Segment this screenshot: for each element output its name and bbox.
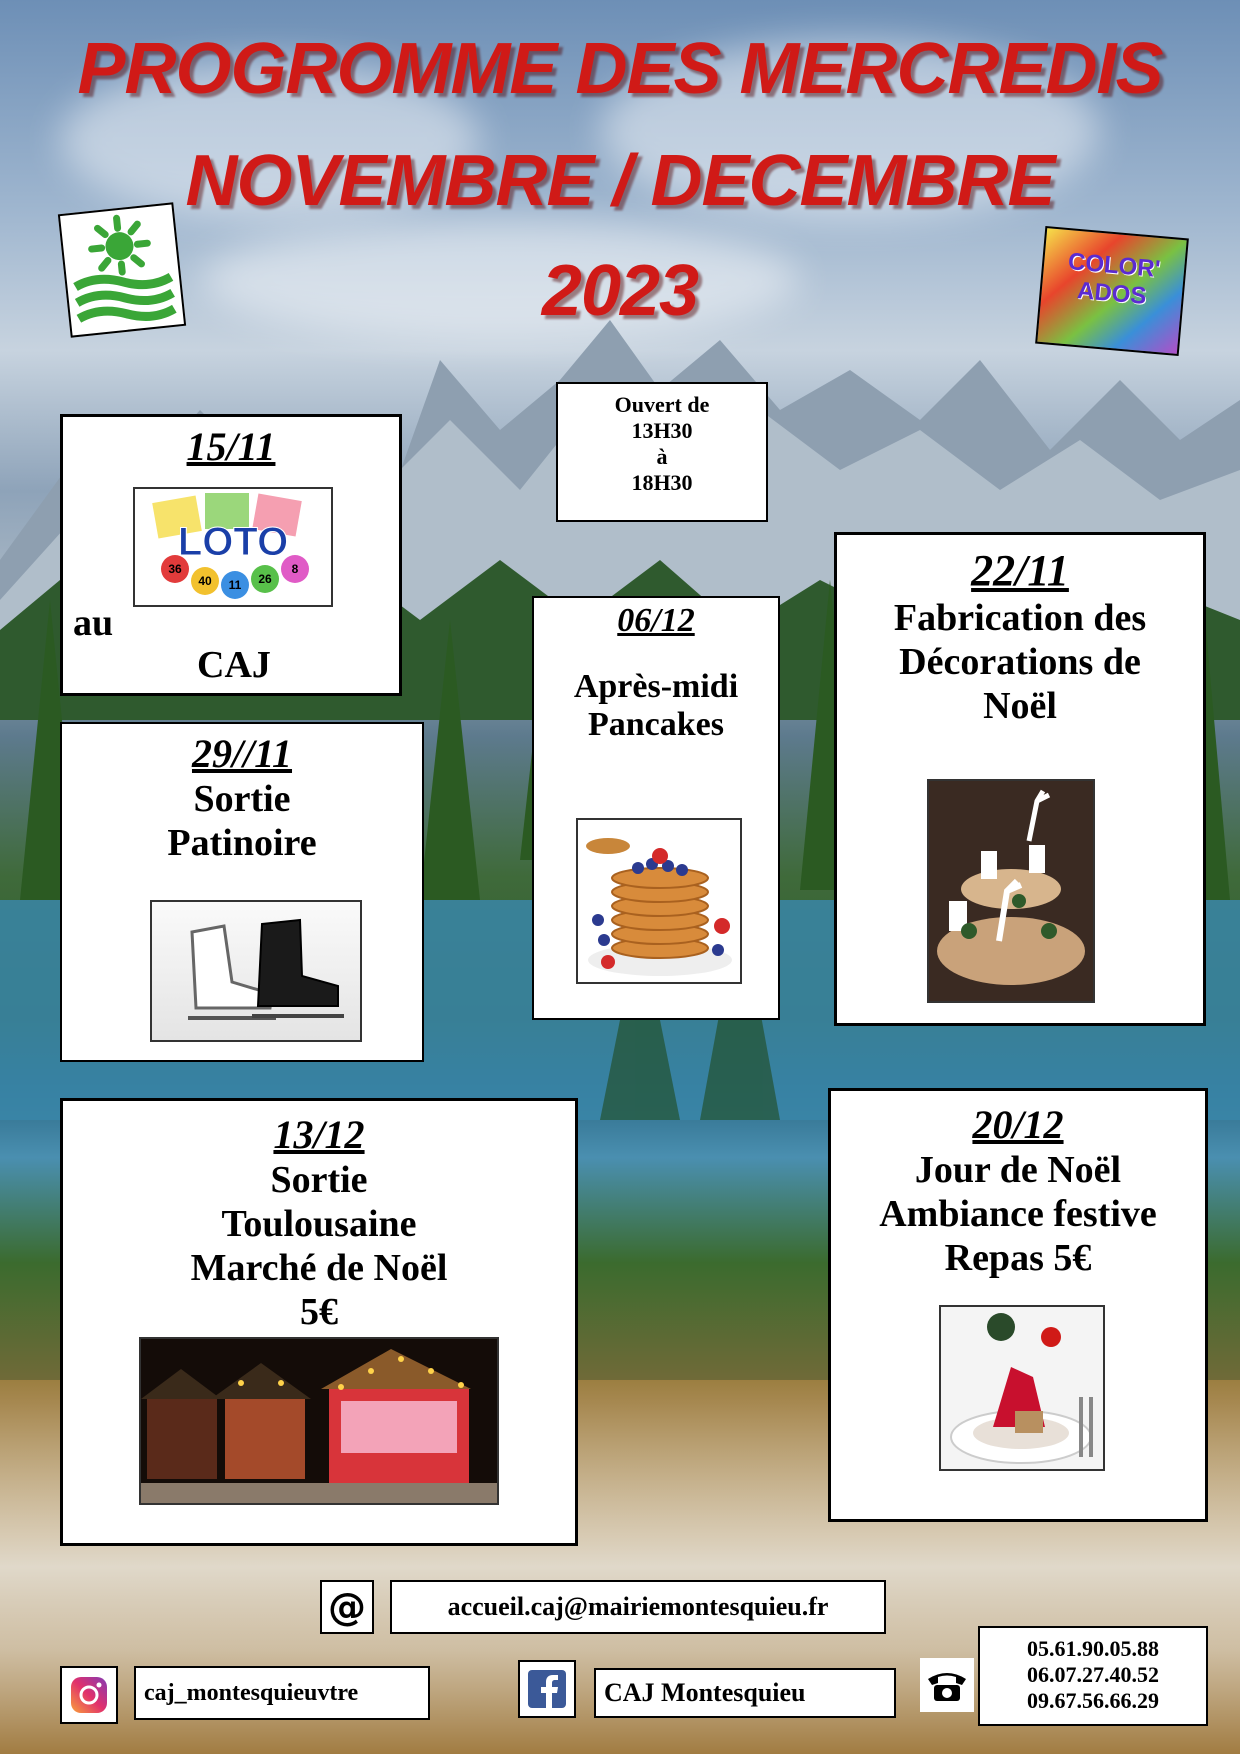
event-line-2: Toulousaine	[221, 1203, 417, 1245]
event-date: 06/12	[617, 602, 695, 639]
hours-line-2: 13H30	[631, 418, 693, 443]
instagram-handle[interactable]: caj_montesquieuvtre	[134, 1666, 430, 1720]
phone-number[interactable]: 09.67.56.66.29	[1027, 1688, 1159, 1713]
at-sign-icon: @	[328, 1585, 366, 1629]
event-loto	[60, 414, 402, 696]
event-line-1: Sortie	[193, 778, 291, 820]
loto-label-au: au	[73, 602, 114, 644]
christmas-market-image	[139, 1337, 499, 1505]
loto-ball: 26	[258, 572, 272, 586]
event-line-1: Fabrication des	[893, 597, 1147, 639]
loto-ball: 40	[198, 574, 212, 588]
event-line-1: Sortie	[270, 1159, 368, 1201]
event-patinoire	[60, 722, 424, 1062]
loto-ball: 11	[228, 578, 242, 592]
event-date: 13/12	[273, 1112, 365, 1157]
event-noel	[828, 1088, 1208, 1522]
event-line-3: Marché de Noël	[190, 1247, 448, 1289]
event-line-2: Patinoire	[167, 822, 317, 864]
event-date: 20/12	[972, 1102, 1064, 1147]
event-date: 22/11	[971, 546, 1069, 595]
phone-numbers	[978, 1626, 1208, 1726]
facebook-icon	[528, 1670, 566, 1708]
hours-line-4: 18H30	[631, 470, 693, 495]
loto-word: LOTO	[177, 520, 289, 564]
facebook-page[interactable]: CAJ Montesquieu	[594, 1668, 896, 1718]
event-decorations	[834, 532, 1206, 1026]
title-line-2: NOVEMBRE / DECEMBRE	[185, 141, 1055, 221]
event-line-1: Après-midi	[573, 668, 739, 705]
color-ados-logo	[1035, 226, 1189, 356]
event-line-2: Ambiance festive	[879, 1193, 1157, 1235]
skates-image	[150, 900, 362, 1042]
loto-label-place: CAJ	[197, 644, 271, 686]
hours-line-1: Ouvert de	[614, 392, 710, 417]
hours-line-3: à	[656, 444, 668, 469]
phone-number[interactable]: 05.61.90.05.88	[1027, 1636, 1159, 1661]
title-line-1: PROGROMME DES MERCREDIS	[77, 29, 1163, 109]
event-date: 15/11	[186, 424, 276, 469]
instagram-icon-box[interactable]	[60, 1666, 118, 1724]
instagram-icon	[69, 1675, 109, 1715]
loto-ball: 8	[291, 562, 299, 576]
opening-hours	[556, 382, 768, 522]
event-pancakes	[532, 596, 780, 1020]
title-year: 2023	[541, 251, 699, 331]
event-marche	[60, 1098, 578, 1546]
loto-image	[133, 487, 333, 607]
event-line-3: Repas 5€	[944, 1237, 1092, 1279]
email-icon-box[interactable]	[320, 1580, 374, 1634]
event-line-1: Jour de Noël	[914, 1149, 1122, 1191]
event-date: 29//11	[191, 731, 293, 776]
event-line-4: 5€	[300, 1291, 338, 1333]
municipality-logo	[58, 202, 186, 337]
festive-table-image	[939, 1305, 1105, 1471]
decorations-image	[927, 779, 1095, 1003]
phone-number[interactable]: 06.07.27.40.52	[1027, 1662, 1159, 1687]
phone-icon-box[interactable]	[920, 1658, 974, 1712]
loto-ball: 36	[168, 562, 182, 576]
telephone-icon	[924, 1665, 970, 1705]
sun-waves-icon	[60, 204, 184, 335]
event-line-2: Décorations de	[899, 641, 1141, 683]
event-line-2: Pancakes	[588, 706, 724, 743]
color-ados-text: COLOR' ADOS	[1067, 248, 1162, 310]
facebook-icon-box[interactable]	[518, 1660, 576, 1718]
email-address[interactable]: accueil.caj@mairiemontesquieu.fr	[390, 1580, 886, 1634]
pancakes-image	[576, 818, 742, 984]
event-line-3: Noël	[983, 685, 1057, 727]
